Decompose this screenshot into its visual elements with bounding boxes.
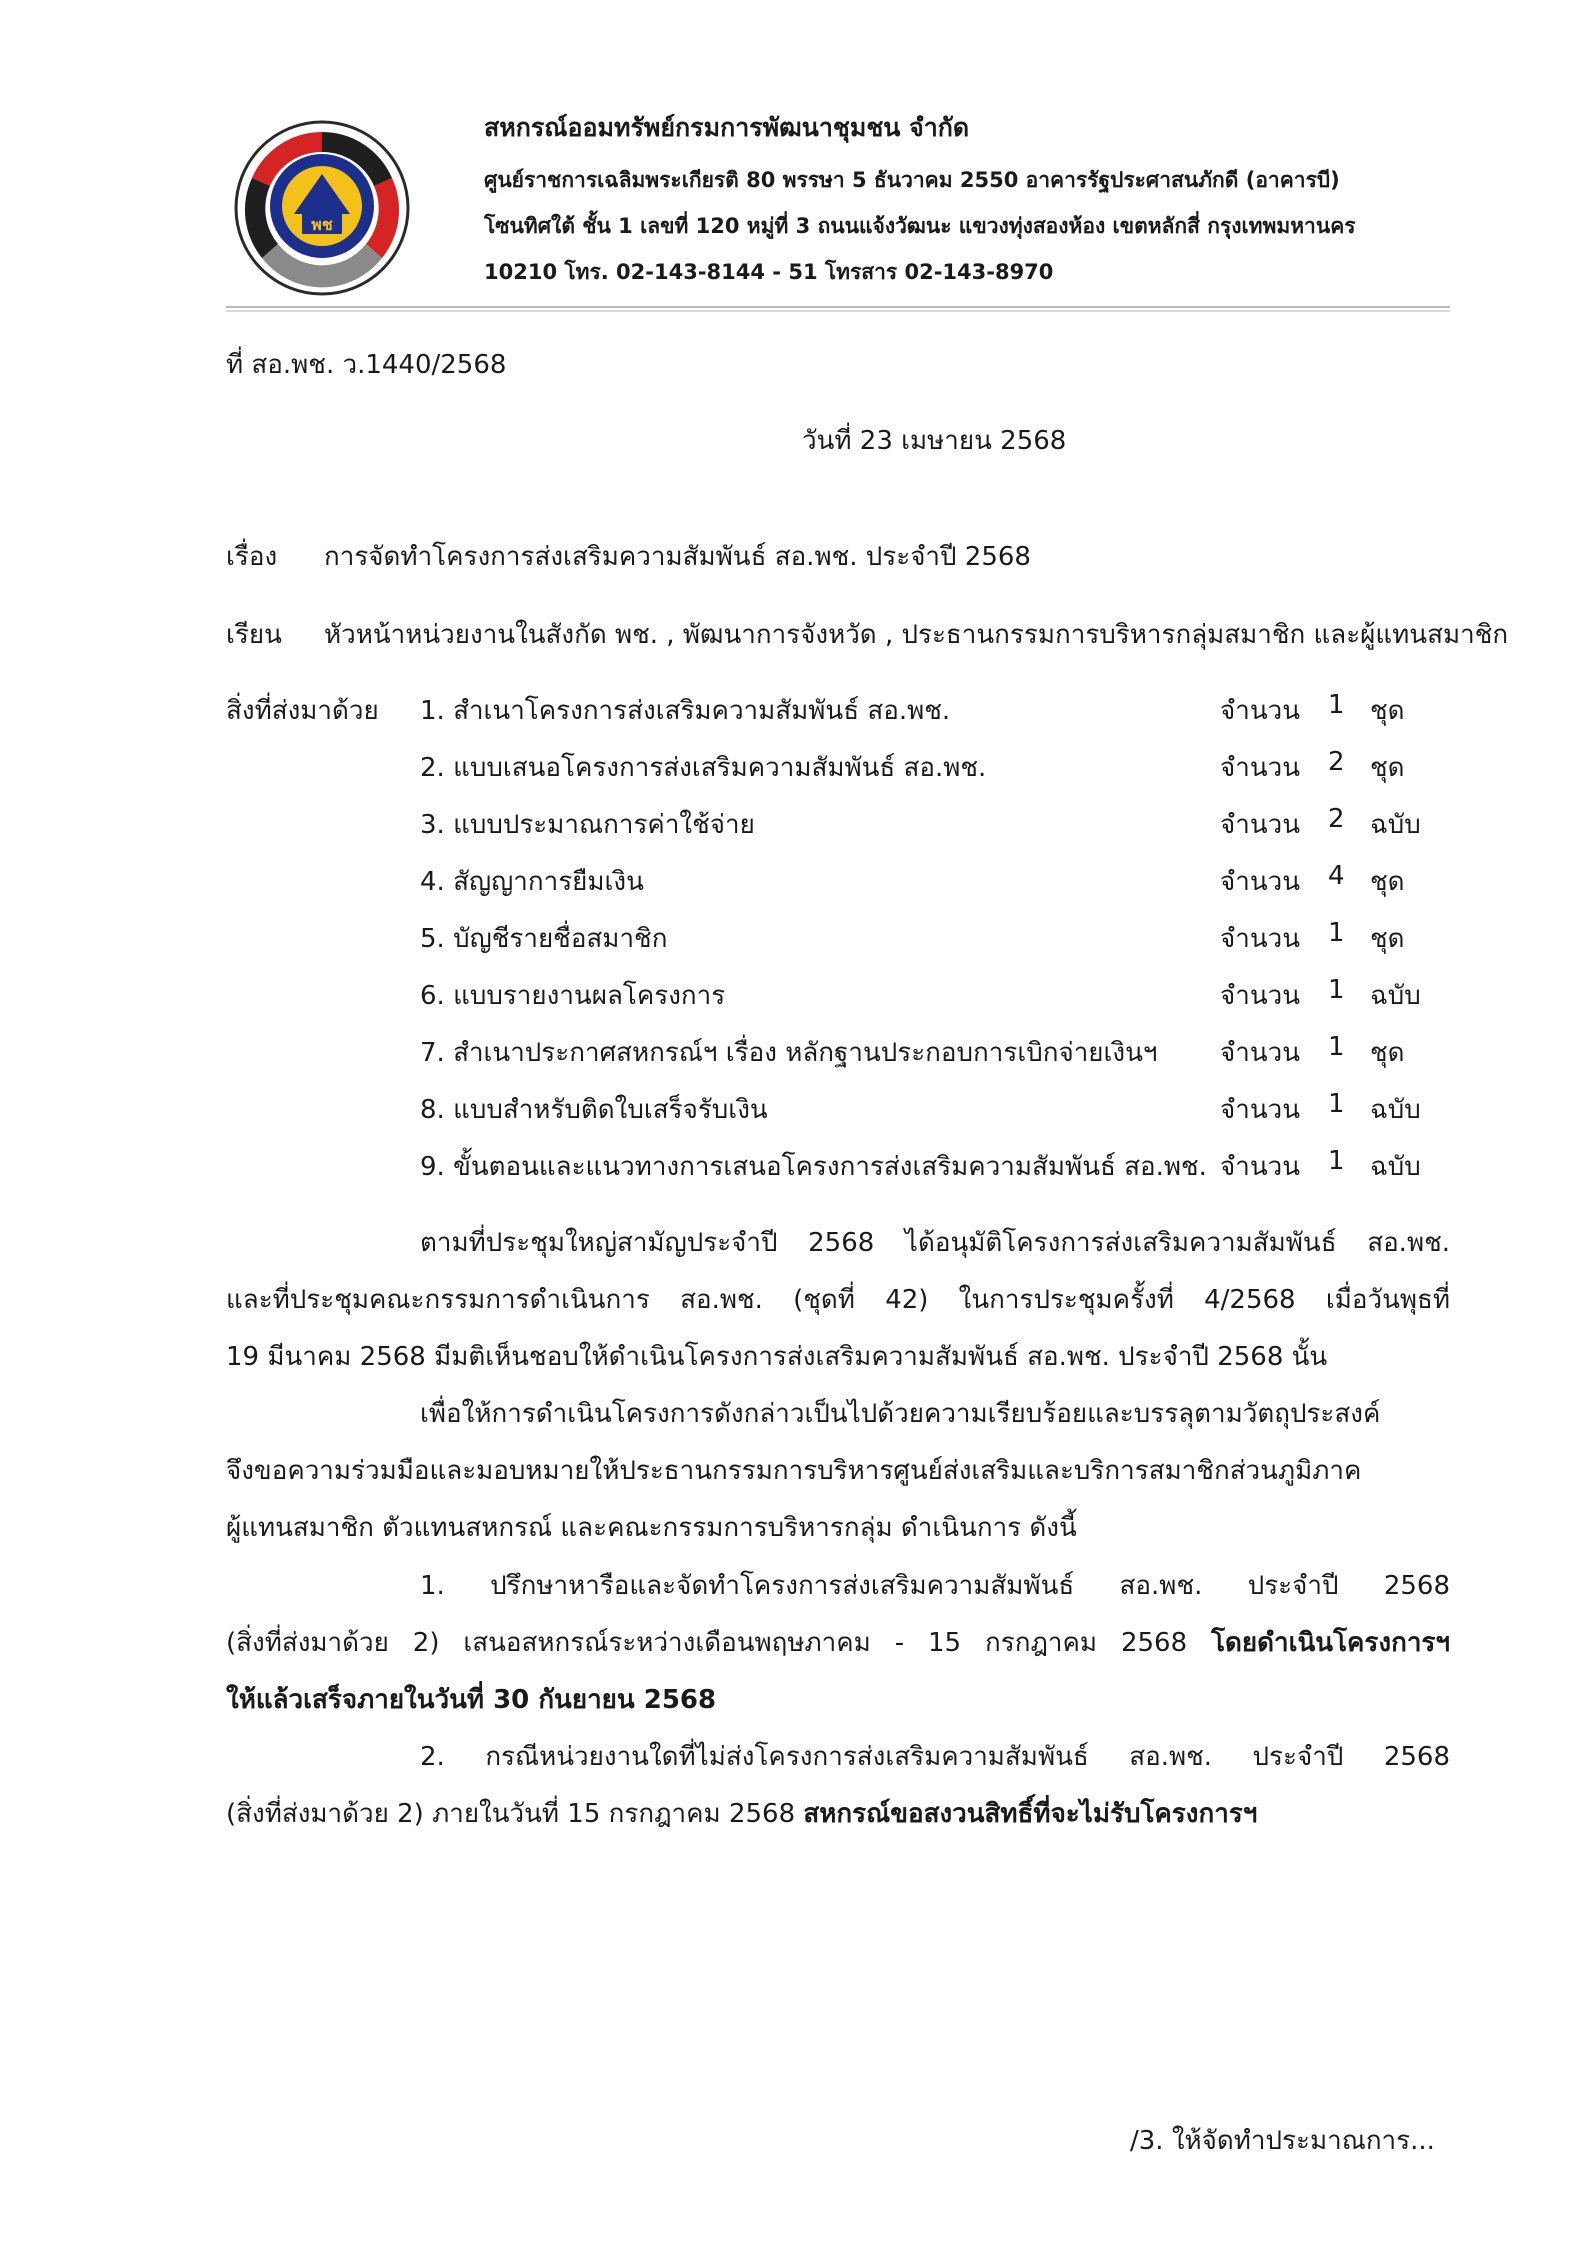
enclosure-text: 5. บัญชีรายชื่อสมาชิก: [420, 924, 668, 954]
address-line-3: 10210 โทร. 02-143-8144 - 51 โทรสาร 02-143-8970: [484, 260, 1054, 284]
enclosure-item: [420, 1032, 1450, 1066]
enclosure-unit: ชุด: [1370, 867, 1405, 897]
enclosure-qty-label: จำนวน: [1220, 1095, 1300, 1125]
enclosure-unit: ฉบับ: [1370, 810, 1421, 840]
enclosure-qty-label: จำนวน: [1220, 924, 1300, 954]
enclosure-qty: 1: [1328, 690, 1345, 720]
paragraph-line: 2. กรณีหน่วยงานใดที่ไม่ส่งโครงการส่งเสริมความสัมพันธ์ สอ.พช. ประจำปี 2568: [420, 1742, 1450, 1772]
enclosure-qty: 2: [1328, 747, 1345, 777]
enclosure-text: 9. ขั้นตอนและแนวทางการเสนอโครงการส่งเสริมความสัมพันธ์ สอ.พช.: [420, 1152, 1207, 1182]
continued-note: /3. ให้จัดทำประมาณการ...: [1130, 2126, 1435, 2156]
paragraph-line: เพื่อให้การดำเนินโครงการดังกล่าวเป็นไปด้วยความเรียบร้อยและบรรลุตามวัตถุประสงค์: [420, 1399, 1381, 1429]
bold-text: ให้แล้วเสร็จภายในวันที่ 30 กันยายน 2568: [226, 1685, 717, 1715]
paragraph-line: และที่ประชุมคณะกรรมการดำเนินการ สอ.พช. (ชุดที่ 42) ในการประชุมครั้งที่ 4/2568 เมื่อวันพุธที่: [226, 1285, 1450, 1315]
enclosure-item: [420, 1146, 1450, 1180]
enclosure-qty: 1: [1328, 1146, 1345, 1176]
paragraph-line: [226, 1793, 1257, 1834]
reference-number: ที่ สอ.พช. ว.1440/2568: [226, 350, 507, 380]
svg-text:พช: พช: [311, 215, 333, 234]
enclosure-text: 4. สัญญาการยืมเงิน: [420, 867, 644, 897]
enclosure-item: [420, 975, 1450, 1009]
paragraph-line: 1. ปรึกษาหารือและจัดทำโครงการส่งเสริมความสัมพันธ์ สอ.พช. ประจำปี 2568: [420, 1571, 1450, 1601]
enclosure-qty: 1: [1328, 918, 1345, 948]
paragraph-line: ตามที่ประชุมใหญ่สามัญประจำปี 2568 ได้อนุมัติโครงการส่งเสริมความสัมพันธ์ สอ.พช.: [420, 1228, 1450, 1258]
enclosure-item: [420, 861, 1450, 895]
enclosure-qty-label: จำนวน: [1220, 1038, 1300, 1068]
enclosure-text: 8. แบบสำหรับติดใบเสร็จรับเงิน: [420, 1095, 768, 1125]
enclosure-qty-label: จำนวน: [1220, 981, 1300, 1011]
recipient-label: เรียน: [226, 620, 282, 650]
organization-name: สหกรณ์ออมทรัพย์กรมการพัฒนาชุมชน จำกัด: [484, 113, 970, 142]
subject-label: เรื่อง: [226, 542, 278, 572]
cooperative-logo: [232, 118, 412, 298]
enclosure-unit: ฉบับ: [1370, 981, 1421, 1011]
enclosure-unit: ชุด: [1370, 753, 1405, 783]
enclosure-text: 3. แบบประมาณการค่าใช้จ่าย: [420, 810, 755, 840]
enclosure-qty: 2: [1328, 804, 1345, 834]
paragraph-line: [226, 1679, 716, 1720]
address-line-2: โซนทิศใต้ ชั้น 1 เลขที่ 120 หมู่ที่ 3 ถนนแจ้งวัฒนะ แขวงทุ่งสองห้อง เขตหลักสี่ กรุงเทพมหานคร: [484, 214, 1356, 238]
plain-text: (สิ่งที่ส่งมาด้วย 2) ภายในวันที่ 15 กรกฎาคม 2568: [226, 1799, 804, 1829]
enclosure-text: 2. แบบเสนอโครงการส่งเสริมความสัมพันธ์ สอ.พช.: [420, 753, 987, 783]
enclosure-qty-label: จำนวน: [1220, 810, 1300, 840]
enclosure-qty-label: จำนวน: [1220, 696, 1300, 726]
paragraph-line: จึงขอความร่วมมือและมอบหมายให้ประธานกรรมการบริหารศูนย์ส่งเสริมและบริการสมาชิกส่วนภูมิภาค: [226, 1456, 1362, 1486]
bold-text: สหกรณ์ขอสงวนสิทธิ์ที่จะไม่รับโครงการฯ: [803, 1799, 1258, 1829]
enclosure-text: 6. แบบรายงานผลโครงการ: [420, 981, 726, 1011]
address-line-1: ศูนย์ราชการเฉลิมพระเกียรติ 80 พรรษา 5 ธันวาคม 2550 อาคารรัฐประศาสนภักดี (อาคารบี): [484, 168, 1340, 192]
subject-text: การจัดทำโครงการส่งเสริมความสัมพันธ์ สอ.พช. ประจำปี 2568: [324, 542, 1031, 572]
enclosure-item: [420, 747, 1450, 781]
enclosure-item: [420, 804, 1450, 838]
enclosure-qty: 1: [1328, 1032, 1345, 1062]
bold-text: โดยดำเนินโครงการฯ: [1211, 1628, 1450, 1658]
enclosure-qty: 1: [1328, 975, 1345, 1005]
enclosures-label: สิ่งที่ส่งมาด้วย: [226, 696, 379, 726]
enclosure-item: [420, 918, 1450, 952]
enclosure-qty: 4: [1328, 861, 1345, 891]
enclosure-qty: 1: [1328, 1089, 1345, 1119]
enclosure-unit: ชุด: [1370, 924, 1405, 954]
enclosure-unit: ชุด: [1370, 696, 1405, 726]
enclosure-qty-label: จำนวน: [1220, 1152, 1300, 1182]
enclosure-qty-label: จำนวน: [1220, 753, 1300, 783]
enclosure-text: 7. สำเนาประกาศสหกรณ์ฯ เรื่อง หลักฐานประกอบการเบิกจ่ายเงินฯ: [420, 1038, 1158, 1068]
enclosure-unit: ฉบับ: [1370, 1095, 1421, 1125]
recipient-text: หัวหน้าหน่วยงานในสังกัด พช. , พัฒนาการจังหวัด , ประธานกรรมการบริหารกลุ่มสมาชิก และผู้แทนสมาชิก: [324, 620, 1509, 650]
enclosure-text: 1. สำเนาโครงการส่งเสริมความสัมพันธ์ สอ.พช.: [420, 696, 951, 726]
enclosure-item: [420, 690, 1450, 724]
enclosure-qty-label: จำนวน: [1220, 867, 1300, 897]
header-divider: [226, 306, 1450, 312]
enclosure-item: [420, 1089, 1450, 1123]
paragraph-line: ผู้แทนสมาชิก ตัวแทนสหกรณ์ และคณะกรรมการบริหารกลุ่ม ดำเนินการ ดังนี้: [226, 1513, 1077, 1543]
plain-text: (สิ่งที่ส่งมาด้วย 2) เสนอสหกรณ์ระหว่างเดือนพฤษภาคม - 15 กรกฎาคม 2568: [226, 1628, 1212, 1658]
enclosure-unit: ชุด: [1370, 1038, 1405, 1068]
paragraph-line: [226, 1622, 1450, 1663]
paragraph-line: 19 มีนาคม 2568 มีมติเห็นชอบให้ดำเนินโครงการส่งเสริมความสัมพันธ์ สอ.พช. ประจำปี 2568 นั้น: [226, 1342, 1328, 1372]
enclosure-unit: ฉบับ: [1370, 1152, 1421, 1182]
letter-date: วันที่ 23 เมษายน 2568: [802, 426, 1067, 456]
